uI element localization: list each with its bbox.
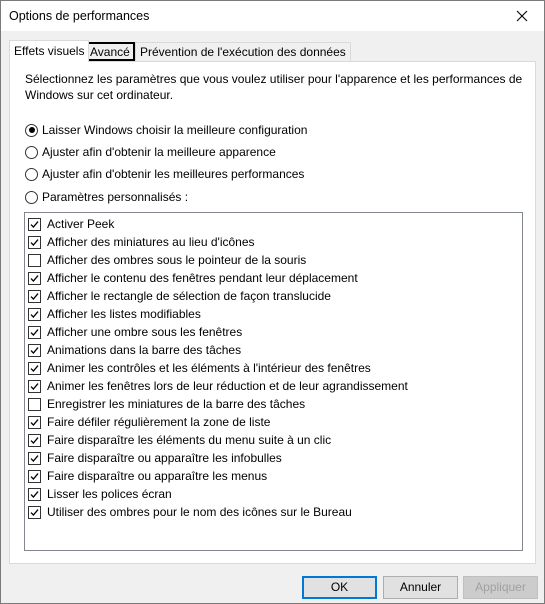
checkmark-icon [30, 274, 39, 283]
effect-list-item[interactable] [28, 287, 331, 305]
effect-list-item[interactable] [28, 467, 267, 485]
checkmark-icon [30, 472, 39, 481]
effect-list-item[interactable] [28, 431, 331, 449]
effect-list-item[interactable] [28, 377, 408, 395]
effect-label: Afficher une ombre sous les fenêtres [47, 325, 243, 339]
effect-list-item[interactable] [28, 485, 172, 503]
ok-button[interactable]: OK [302, 576, 377, 599]
radio-label: Paramètres personnalisés : [42, 190, 189, 204]
checkmark-icon [30, 454, 39, 463]
radio-label: Laisser Windows choisir la meilleure configuration [42, 123, 308, 137]
effect-checkbox[interactable] [28, 326, 41, 339]
radio-label: Ajuster afin d'obtenir les meilleures performances [42, 167, 305, 181]
checkmark-icon [30, 310, 39, 319]
effect-checkbox[interactable] [28, 416, 41, 429]
effect-checkbox[interactable] [28, 236, 41, 249]
effect-checkbox[interactable] [28, 488, 41, 501]
effect-checkbox[interactable] [28, 218, 41, 231]
radio-best-performance[interactable] [25, 165, 304, 183]
checkmark-icon [30, 418, 39, 427]
effect-list-item[interactable] [28, 215, 114, 233]
title-bar [1, 1, 544, 31]
effect-label: Activer Peek [47, 217, 115, 231]
checkmark-icon [30, 220, 39, 229]
effect-label: Afficher des miniatures au lieu d'icônes [47, 235, 255, 249]
effect-label: Faire disparaître ou apparaître les infobulles [47, 451, 282, 465]
effect-list-item[interactable] [28, 269, 358, 287]
radio-button[interactable] [25, 146, 38, 159]
tab-visual-effects[interactable]: Effets visuels [9, 40, 89, 62]
radio-custom[interactable] [25, 188, 188, 206]
tab-dep[interactable]: Prévention de l'exécution des données [135, 42, 351, 61]
effect-checkbox[interactable] [28, 434, 41, 447]
effect-checkbox[interactable] [28, 290, 41, 303]
effect-label: Faire disparaître ou apparaître les menus [47, 469, 268, 483]
effects-listbox[interactable] [24, 212, 523, 551]
effect-checkbox[interactable] [28, 470, 41, 483]
effect-label: Animer les fenêtres lors de leur réduction et de leur agrandissement [47, 379, 408, 393]
effect-list-item[interactable] [28, 323, 242, 341]
effect-checkbox[interactable] [28, 308, 41, 321]
effect-checkbox[interactable] [28, 452, 41, 465]
effect-checkbox[interactable] [28, 362, 41, 375]
effect-list-item[interactable] [28, 359, 371, 377]
effect-checkbox[interactable] [28, 272, 41, 285]
effect-list-item[interactable] [28, 449, 282, 467]
effect-checkbox[interactable] [28, 398, 41, 411]
effect-label: Afficher des ombres sous le pointeur de la souris [47, 253, 307, 267]
radio-button[interactable] [25, 124, 38, 137]
effect-label: Afficher le rectangle de sélection de façon translucide [47, 289, 331, 303]
effect-label: Enregistrer les miniatures de la barre des tâches [47, 397, 306, 411]
checkmark-icon [30, 490, 39, 499]
effect-label: Animations dans la barre des tâches [47, 343, 242, 357]
effect-label: Faire défiler régulièrement la zone de liste [47, 415, 271, 429]
radio-button[interactable] [25, 168, 38, 181]
effect-checkbox[interactable] [28, 344, 41, 357]
checkmark-icon [30, 508, 39, 517]
effect-checkbox[interactable] [28, 380, 41, 393]
close-button[interactable] [500, 1, 544, 31]
window-title: Options de performances [9, 9, 150, 23]
checkmark-icon [30, 328, 39, 337]
radio-label: Ajuster afin d'obtenir la meilleure apparence [42, 145, 276, 159]
effect-list-item[interactable] [28, 251, 306, 269]
effect-list-item[interactable] [28, 395, 305, 413]
effect-checkbox[interactable] [28, 254, 41, 267]
effect-label: Afficher le contenu des fenêtres pendant leur déplacement [47, 271, 358, 285]
checkmark-icon [30, 382, 39, 391]
effect-list-item[interactable] [28, 413, 270, 431]
effect-checkbox[interactable] [28, 506, 41, 519]
checkmark-icon [30, 364, 39, 373]
checkmark-icon [30, 436, 39, 445]
radio-button[interactable] [25, 191, 38, 204]
visual-effects-panel [9, 61, 536, 564]
close-icon [516, 10, 528, 22]
effect-label: Afficher les listes modifiables [47, 307, 201, 321]
checkmark-icon [30, 292, 39, 301]
checkmark-icon [30, 346, 39, 355]
apply-button[interactable]: Appliquer [463, 576, 538, 599]
radio-best-appearance[interactable] [25, 143, 276, 161]
effect-list-item[interactable] [28, 305, 201, 323]
effect-list-item[interactable] [28, 341, 241, 359]
checkmark-icon [30, 238, 39, 247]
effect-label: Lisser les polices écran [47, 487, 172, 501]
radio-let-windows-choose[interactable] [25, 121, 307, 139]
effect-label: Utiliser des ombres pour le nom des icônes sur le Bureau [47, 505, 352, 519]
effect-label: Faire disparaître les éléments du menu suite à un clic [47, 433, 332, 447]
description-text: Sélectionnez les paramètres que vous voulez utiliser pour l'apparence et les performances de Windows sur cet ordinateur. [25, 72, 523, 102]
tab-advanced[interactable]: Avancé [85, 42, 135, 61]
effect-label: Animer les contrôles et les éléments à l'intérieur des fenêtres [47, 361, 371, 375]
effect-list-item[interactable] [28, 503, 352, 521]
cancel-button[interactable]: Annuler [383, 576, 458, 599]
effect-list-item[interactable] [28, 233, 255, 251]
